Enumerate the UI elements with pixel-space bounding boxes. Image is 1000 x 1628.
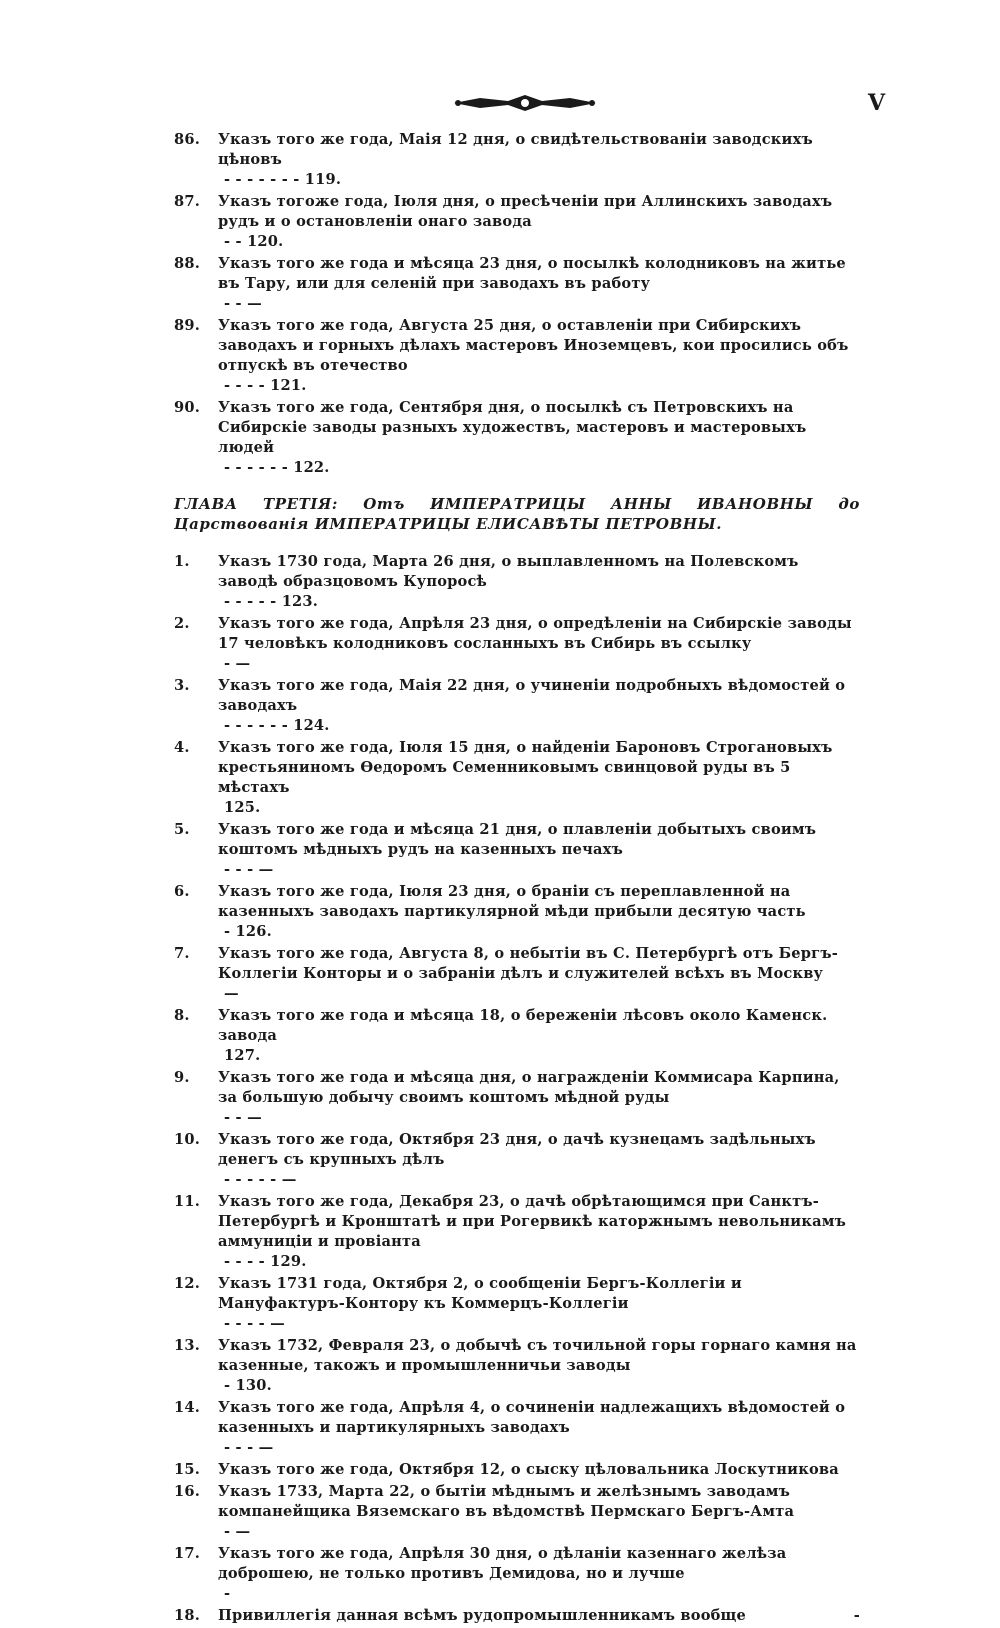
entry-number: 9.	[174, 1069, 190, 1086]
toc-entry	[170, 1274, 860, 1334]
entry-page-reference: - - 120.	[224, 233, 284, 250]
entry-page-reference: - —	[224, 655, 251, 672]
entry-number: 10.	[174, 1131, 200, 1148]
toc-entry	[170, 1460, 860, 1480]
entries-after-chapter	[170, 552, 860, 1626]
entry-page-reference: - - - —	[224, 861, 274, 878]
entry-text: Указъ того же года, Апрѣля 30 дня, о дѣланіи казеннаго желѣза доброшею, не только противъ Демидова, но и лучше	[218, 1545, 787, 1582]
entry-page-reference: - - - - - —	[224, 1171, 297, 1188]
toc-entry	[170, 882, 860, 942]
entry-number: 8.	[174, 1007, 190, 1024]
toc-entry	[170, 316, 860, 396]
entry-number: 89.	[174, 317, 200, 334]
entry-page-reference: - - —	[224, 295, 262, 312]
chapter-heading: ГЛАВА ТРЕТІЯ: Отъ ИМПЕРАТРИЦЫ АННЫ ИВАНОВНЫ до Царствованія ИМПЕРАТРИЦЫ ЕЛИСАВѢТЫ ПЕТРОВНЫ.	[174, 495, 860, 533]
toc-entry	[170, 738, 860, 818]
entry-text: Указъ 1733, Марта 22, о бытіи мѣднымъ и желѣзнымъ заводамъ компанейщика Вяземскаго въ вѣдомствѣ Пермскаго Бергъ-Амта	[218, 1483, 795, 1520]
entry-text: Указъ того же года, Октября 12, о сыску цѣловальника Лоскутникова	[218, 1461, 839, 1478]
entry-number: 5.	[174, 821, 190, 838]
entry-text: Указъ того же года и мѣсяца дня, о награжденіи Коммисара Карпина, за большую добычу своимъ коштомъ мѣдной руды	[218, 1069, 840, 1106]
entry-text: Указъ того же года, Апрѣля 23 дня, о опредѣленіи на Сибирскіе заводы 17 человѣкъ колодниковъ сосланныхъ въ Сибирь въ ссылку	[218, 615, 852, 652]
entry-text: Указъ того же года, Іюля 15 дня, о найденіи Бароновъ Строгановыхъ крестьяниномъ Ѳедоромъ Семенниковымъ свинцовой руды въ 5 мѣстахъ	[218, 739, 833, 796]
entry-text: Привиллегія данная всѣмъ рудопромышленникамъ вообще	[218, 1607, 747, 1624]
toc-entry	[170, 1336, 860, 1396]
entry-number: 13.	[174, 1337, 200, 1354]
entry-number: 88.	[174, 255, 200, 272]
entry-number: 16.	[174, 1483, 200, 1500]
toc-entry	[170, 1544, 860, 1604]
entry-text: Указъ того же года, Августа 8, о небытіи въ С. Петербургѣ отъ Бергъ-Коллегіи Конторы и о забраніи дѣлъ и служителей всѣхъ въ Москву	[218, 945, 838, 982]
entry-number: 90.	[174, 399, 200, 416]
entry-text: Указъ того же года и мѣсяца 23 дня, о посылкѣ колодниковъ на житье въ Тару, или для селеній при заводахъ въ работу	[218, 255, 846, 292]
entry-number: 2.	[174, 615, 190, 632]
entry-page-reference: - - - - - - 124.	[224, 717, 330, 734]
entry-page-reference: -	[224, 1585, 231, 1602]
entry-number: 6.	[174, 883, 190, 900]
entry-text: Указъ 1732, Февраля 23, о добычѣ съ точильной горы горнаго камня на казенные, такожъ и промышленничьи заводы	[218, 1337, 857, 1374]
entry-text: Указъ того же года, Апрѣля 4, о сочиненіи надлежащихъ вѣдомостей о казенныхъ и партикулярныхъ заводахъ	[218, 1399, 846, 1436]
toc-entry	[170, 1482, 860, 1542]
toc-entry	[170, 552, 860, 612]
entry-text: Указъ того же года, Декабря 23, о дачѣ обрѣтающимся при Санктъ-Петербургѣ и Кронштатѣ и при Рогервикѣ каторжнымъ невольникамъ аммуниціи и провіанта	[218, 1193, 846, 1250]
entry-number: 14.	[174, 1399, 200, 1416]
entry-number: 4.	[174, 739, 190, 756]
entry-number: 15.	[174, 1461, 200, 1478]
entry-page-reference: - - - —	[224, 1439, 274, 1456]
page-number: V	[868, 90, 886, 116]
toc-entry	[170, 944, 860, 1004]
entry-number: 1.	[174, 553, 190, 570]
table-of-contents	[170, 130, 860, 1628]
entry-page-reference: 127.	[224, 1047, 261, 1064]
entry-number: 3.	[174, 677, 190, 694]
entry-text: Указъ 1731 года, Октября 2, о сообщеніи Бергъ-Коллегіи и Мануфактуръ-Контору къ Коммерцъ-Коллегіи	[218, 1275, 742, 1312]
entry-text: Указъ того же года, Іюля 23 дня, о браніи съ переплавленной на казенныхъ заводахъ партикулярной мѣди прибыли десятую часть	[218, 883, 806, 920]
entry-text: Указъ того же года и мѣсяца 18, о береженіи лѣсовъ около Каменск. завода	[218, 1007, 828, 1044]
entry-text: Указъ того же года, Августа 25 дня, о оставленіи при Сибирскихъ заводахъ и горныхъ дѣлахъ мастеровъ Иноземцевъ, кои просились объ отпускѣ въ отечество	[218, 317, 849, 374]
toc-entry	[170, 1398, 860, 1458]
entry-number: 87.	[174, 193, 200, 210]
entry-page-reference: —	[224, 985, 239, 1002]
entry-text: Указъ 1730 года, Марта 26 дня, о выплавленномъ на Полевскомъ заводѣ образцовомъ Купоросѣ	[218, 553, 799, 590]
toc-entry	[170, 614, 860, 674]
entry-page-reference: - - - - - - 122.	[224, 459, 330, 476]
entry-page-reference: - - - - —	[224, 1315, 285, 1332]
entry-page-reference: - 126.	[224, 923, 272, 940]
entry-number: 11.	[174, 1193, 200, 1210]
toc-entry	[170, 1606, 860, 1626]
entry-text: Указъ того же года, Маія 22 дня, о учиненіи подробныхъ вѣдомостей о заводахъ	[218, 677, 846, 714]
toc-entry	[170, 1068, 860, 1128]
entry-number: 86.	[174, 131, 200, 148]
entry-page-reference: - - - - - - - 119.	[224, 171, 342, 188]
entry-number: 17.	[174, 1545, 200, 1562]
entry-page-reference: 125.	[224, 799, 261, 816]
entry-page-reference: - - - - 121.	[224, 377, 307, 394]
entry-page-reference: - - —	[224, 1109, 262, 1126]
entry-page-reference: - - - - 129.	[224, 1253, 307, 1270]
toc-entry	[170, 820, 860, 880]
entry-number: 7.	[174, 945, 190, 962]
entry-text: Указъ того же года, Сентября дня, о посылкѣ съ Петровскихъ на Сибирскіе заводы разныхъ художествъ, мастеровъ и мастеровыхъ людей	[218, 399, 807, 456]
entry-text: Указъ того же года, Маія 12 дня, о свидѣтельствованіи заводскихъ цѣновъ	[218, 131, 813, 168]
entry-text: Указъ тогоже года, Іюля дня, о пресѣченіи при Аллинскихъ заводахъ рудъ и о остановленіи онаго завода	[218, 193, 833, 230]
entry-page-reference: - 130.	[224, 1377, 272, 1394]
entry-text: Указъ того же года, Октября 23 дня, о дачѣ кузнецамъ задѣльныхъ денегъ съ крупныхъ дѣлъ	[218, 1131, 816, 1168]
toc-entry	[170, 192, 860, 252]
toc-entry	[170, 1130, 860, 1190]
toc-entry	[170, 398, 860, 478]
entry-number: 18.	[174, 1607, 200, 1624]
entries-before-chapter	[170, 130, 860, 478]
entry-text: Указъ того же года и мѣсяца 21 дня, о плавленіи добытыхъ своимъ коштомъ мѣдныхъ рудъ на казенныхъ печахъ	[218, 821, 817, 858]
entry-page-reference: - —	[224, 1523, 251, 1540]
entry-number: 12.	[174, 1275, 200, 1292]
ornament-header-icon	[450, 92, 600, 114]
entry-page-reference: -	[853, 1607, 860, 1624]
toc-entry	[170, 254, 860, 314]
toc-entry	[170, 1006, 860, 1066]
toc-entry	[170, 1192, 860, 1272]
toc-entry	[170, 676, 860, 736]
entry-page-reference: - - - - - 123.	[224, 593, 319, 610]
toc-entry	[170, 130, 860, 190]
